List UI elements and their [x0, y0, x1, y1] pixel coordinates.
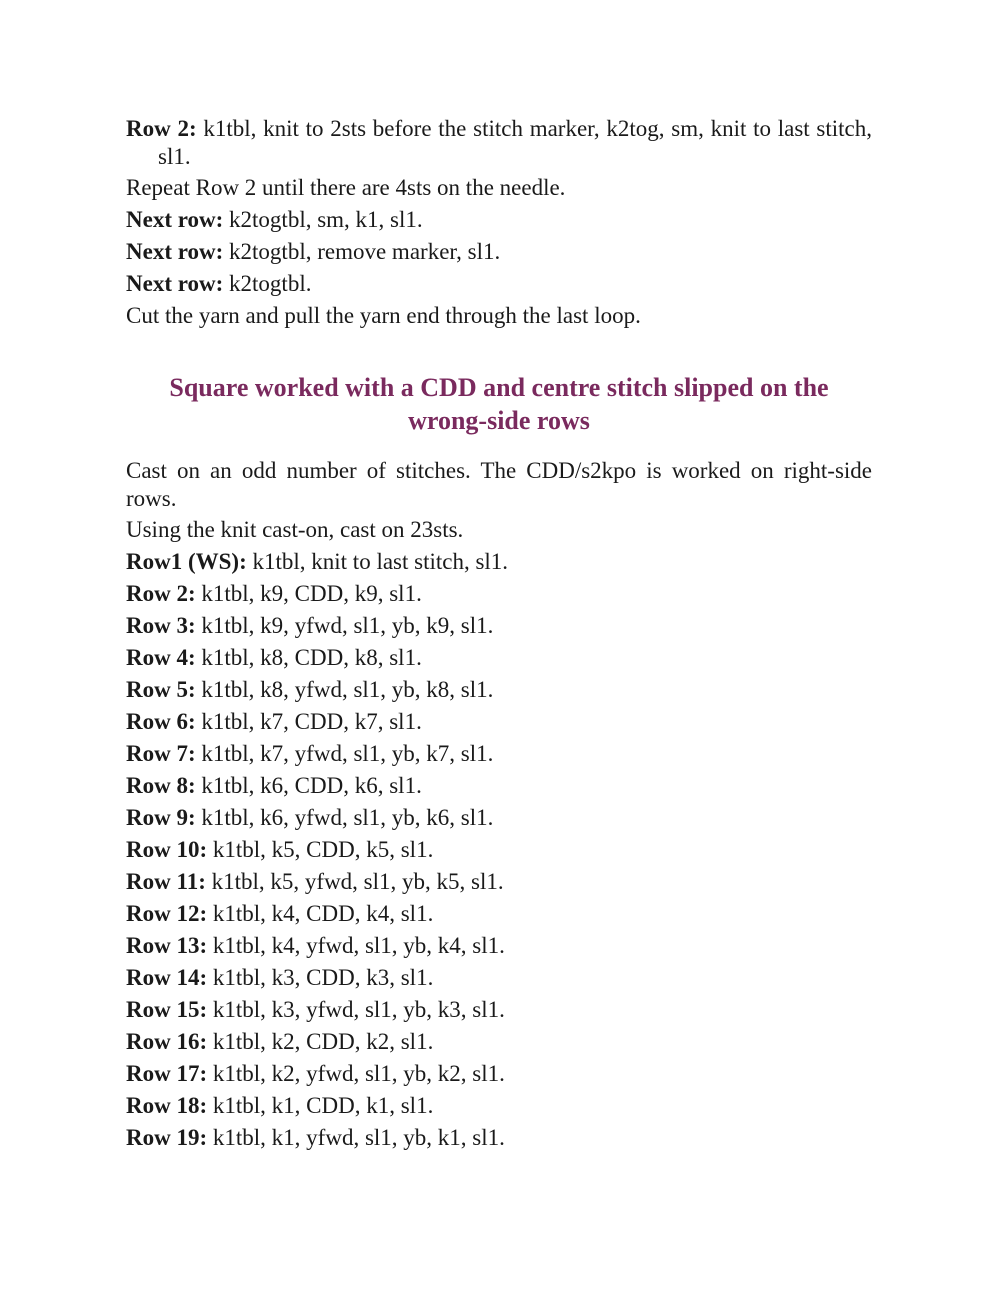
row-label: Row 19:	[126, 1125, 208, 1150]
document-page	[126, 115, 872, 1155]
row-instruction	[126, 963, 872, 993]
row-instruction	[126, 675, 872, 705]
row-label: Row 17:	[126, 1061, 208, 1086]
row-text: k1tbl, k9, CDD, k9, sl1.	[195, 581, 422, 606]
row-text: k1tbl, k4, CDD, k4, sl1.	[207, 901, 434, 926]
instruction-row-2	[126, 115, 872, 171]
row-instruction	[126, 1027, 872, 1057]
row-text: k1tbl, k3, yfwd, sl1, yb, k3, sl1.	[207, 997, 505, 1022]
row-instruction	[126, 1123, 872, 1153]
row-label: Row 12:	[126, 901, 208, 926]
row-text: k2togtbl.	[223, 271, 312, 296]
row-label: Row 14:	[126, 965, 208, 990]
row-text: k1tbl, knit to last stitch, sl1.	[246, 549, 509, 574]
row-instruction	[126, 771, 872, 801]
row-label: Row 4:	[126, 645, 196, 670]
row-instruction	[126, 867, 872, 897]
row-text: k1tbl, k6, CDD, k6, sl1.	[195, 773, 422, 798]
row-label: Row 9:	[126, 805, 196, 830]
row-instruction	[126, 707, 872, 737]
row-label: Row 7:	[126, 741, 196, 766]
row-text: k1tbl, k3, CDD, k3, sl1.	[207, 965, 434, 990]
row-instruction	[126, 803, 872, 833]
row-label: Row 6:	[126, 709, 196, 734]
row-text: k1tbl, k7, CDD, k7, sl1.	[195, 709, 422, 734]
row-instruction	[126, 931, 872, 961]
row-text: k1tbl, k4, yfwd, sl1, yb, k4, sl1.	[207, 933, 505, 958]
row-instruction	[126, 611, 872, 641]
row-label: Next row:	[126, 239, 224, 264]
row-text: k1tbl, k8, yfwd, sl1, yb, k8, sl1.	[195, 677, 494, 702]
row-instruction	[126, 1059, 872, 1089]
row-label: Row 2:	[126, 116, 197, 141]
row-label: Row 10:	[126, 837, 208, 862]
cast-on-instruction: Using the knit cast-on, cast on 23sts.	[126, 517, 464, 542]
row-text: k1tbl, k2, CDD, k2, sl1.	[207, 1029, 434, 1054]
row-label: Row 18:	[126, 1093, 208, 1118]
row-label: Row 13:	[126, 933, 208, 958]
repeat-instruction: Repeat Row 2 until there are 4sts on the needle.	[126, 175, 566, 200]
row-label: Row1 (WS):	[126, 549, 247, 574]
row-instructions-list	[126, 547, 872, 1153]
row-text: k1tbl, k5, CDD, k5, sl1.	[207, 837, 434, 862]
row-text: k1tbl, k2, yfwd, sl1, yb, k2, sl1.	[207, 1061, 505, 1086]
row-label: Next row:	[126, 271, 224, 296]
row-label: Next row:	[126, 207, 224, 232]
row-instruction	[126, 995, 872, 1025]
intro-paragraph: Cast on an odd number of stitches. The CDD/s2kpo is worked on right-side rows.	[126, 458, 872, 511]
next-row-3	[126, 269, 872, 299]
row-instruction	[126, 547, 872, 577]
row-label: Row 11:	[126, 869, 206, 894]
row-text: k1tbl, k7, yfwd, sl1, yb, k7, sl1.	[195, 741, 494, 766]
row-label: Row 2:	[126, 581, 196, 606]
row-instruction	[126, 1091, 872, 1121]
row-instruction	[126, 899, 872, 929]
next-row-1	[126, 205, 872, 235]
row-label: Row 3:	[126, 613, 196, 638]
cut-yarn-instruction: Cut the yarn and pull the yarn end through the last loop.	[126, 303, 641, 328]
row-label: Row 16:	[126, 1029, 208, 1054]
row-text: k1tbl, k1, yfwd, sl1, yb, k1, sl1.	[207, 1125, 505, 1150]
row-text: k1tbl, k9, yfwd, sl1, yb, k9, sl1.	[195, 613, 494, 638]
row-text: k2togtbl, remove marker, sl1.	[223, 239, 501, 264]
next-row-2	[126, 237, 872, 267]
row-text: k1tbl, k1, CDD, k1, sl1.	[207, 1093, 434, 1118]
row-text: k1tbl, k5, yfwd, sl1, yb, k5, sl1.	[205, 869, 504, 894]
row-text: k2togtbl, sm, k1, sl1.	[223, 207, 423, 232]
row-label: Row 15:	[126, 997, 208, 1022]
row-instruction	[126, 643, 872, 673]
row-instruction	[126, 579, 872, 609]
row-instruction	[126, 739, 872, 769]
row-label: Row 8:	[126, 773, 196, 798]
row-text: k1tbl, knit to 2sts before the stitch marker, k2tog, sm, knit to last stitch, sl1.	[158, 116, 872, 169]
row-label: Row 5:	[126, 677, 196, 702]
row-text: k1tbl, k6, yfwd, sl1, yb, k6, sl1.	[195, 805, 494, 830]
section-heading: Square worked with a CDD and centre stitch slipped on the wrong-side rows	[169, 373, 829, 435]
row-instruction	[126, 835, 872, 865]
row-text: k1tbl, k8, CDD, k8, sl1.	[195, 645, 422, 670]
